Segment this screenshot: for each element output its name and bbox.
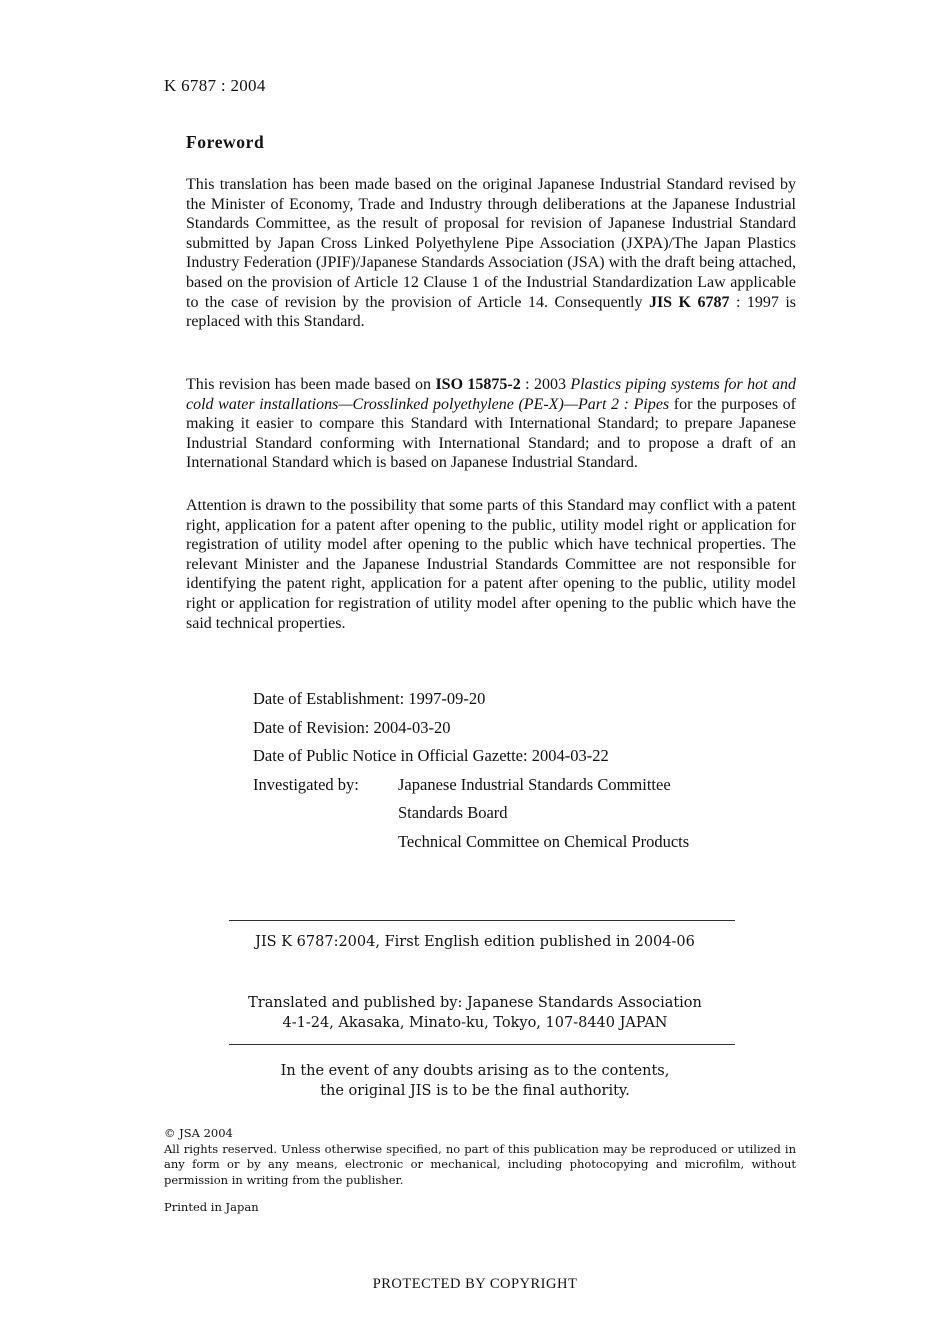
investigated-line: Standards Board	[398, 803, 508, 822]
date-establishment-value: 1997-09-20	[408, 689, 486, 708]
foreword-paragraph-2	[186, 375, 796, 473]
date-establishment-label: Date of Establishment:	[253, 689, 405, 708]
p2-tail: for the purposes of making it easier to compare this Standard with International Standard; to prepare Japanese Industrial Standard conforming with International Standard; and to propose a draft of an International Standard which is based on Japanese Industrial Standard.	[186, 395, 797, 472]
p2-standard-title: Plastics piping systems for hot and cold water installations—Crosslinked polyethylene (PE-X)—Part 2 : Pipes	[186, 376, 796, 413]
date-revision-label: Date of Revision:	[253, 717, 370, 737]
publisher-line: Translated and published by: Japanese Standards Association	[248, 995, 702, 1011]
divider-top	[229, 920, 735, 921]
authority-line-2: the original JIS is to be the final authority.	[320, 1083, 630, 1099]
foreword-paragraph-3: Attention is drawn to the possibility that some parts of this Standard may conflict with a patent right, application for a patent after opening to the public, utility model right or application for registration of utility model after opening to the public which have technical properties. The relevant Minister and the Japanese Industrial Standards Committee are not responsible for identifying the patent right, application for a patent after opening to the public, utility model right or application for registration of utility model after opening to the public which have the said technical properties.	[186, 497, 796, 632]
protected-footer: PROTECTED BY COPYRIGHT	[372, 1276, 578, 1292]
p1-standard-ref: JIS K 6787	[648, 293, 730, 311]
publisher-block	[0, 993, 950, 1033]
date-notice-row	[253, 745, 689, 774]
copyright-block	[164, 1126, 796, 1188]
publisher-address: 4-1-24, Akasaka, Minato-ku, Tokyo, 107-8440 JAPAN	[282, 1015, 668, 1031]
authority-note	[0, 1061, 950, 1101]
printed-in: Printed in Japan	[164, 1200, 259, 1214]
copyright-mark: © JSA 2004	[164, 1126, 233, 1140]
p2-year: : 2003	[520, 376, 571, 393]
p1-tail: : 1997 is replaced with this Standard.	[186, 293, 797, 331]
foreword-paragraph-1	[186, 175, 796, 332]
copyright-rights: All rights reserved. Unless otherwise specified, no part of this publication may be reproduced or utilized in any form or by any means, electronic or mechanical, including photocopying and microfilm, without permission in writing from the publisher.	[164, 1141, 796, 1187]
dates-block	[253, 688, 689, 859]
p1-text: This translation has been made based on the original Japanese Industrial Standard revised by the Minister of Economy, Trade and Industry through deliberations at the Japanese Industrial Standards Committee, as the result of proposal for revision of Japanese Industrial Standard submitted by Japan Cross Linked Polyethylene Pipe Association (JXPA)/The Japan Plastics Industry Federation (JPIF)/Japanese Standards Association (JSA) with the draft being attached, based on the provision of Article 12 Clause 1 of the Industrial Standardization Law applicable to the case of revision by the provision of Article 14. Consequently	[186, 176, 796, 311]
document-code: K 6787 : 2004	[164, 76, 266, 95]
investigated-line: Japanese Industrial Standards Committee	[398, 774, 671, 794]
date-revision-value: 2004-03-20	[373, 717, 451, 737]
p2-standard-ref: ISO 15875-2	[435, 376, 521, 393]
edition-line: JIS K 6787:2004, First English edition published in 2004-06	[255, 934, 695, 950]
investigated-line: Technical Committee on Chemical Products	[398, 831, 690, 851]
authority-line-1: In the event of any doubts arising as to the contents,	[280, 1063, 670, 1079]
investigated-lines	[398, 774, 689, 860]
investigated-label: Investigated by:	[253, 774, 359, 794]
foreword-title: Foreword	[186, 132, 265, 152]
p2-lead: This revision has been made based on	[186, 376, 436, 393]
date-notice-value: 2004-03-22	[531, 746, 609, 765]
divider-bottom	[229, 1044, 735, 1045]
date-establishment-row	[253, 688, 689, 717]
investigated-row	[253, 774, 689, 860]
date-notice-label: Date of Public Notice in Official Gazette:	[253, 746, 528, 765]
date-revision-row	[253, 717, 689, 746]
